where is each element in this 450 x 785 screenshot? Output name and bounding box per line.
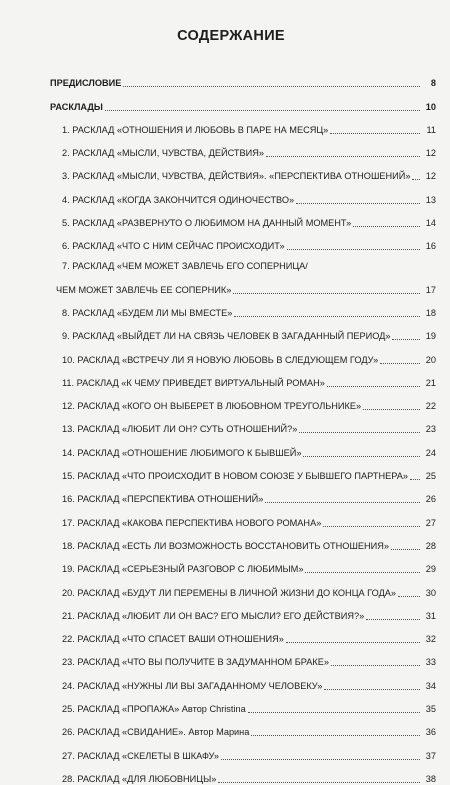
toc-entry-text: 16. РАСКЛАД «ПЕРСПЕКТИВА ОТНОШЕНИЙ» [62,494,264,505]
toc-entry-text: 18. РАСКЛАД «ЕСТЬ ЛИ ВОЗМОЖНОСТЬ ВОССТАНОВИТЬ ОТНОШЕНИЯ» [62,540,389,551]
toc-entry [56,459,436,482]
toc-entry-text: 15. РАСКЛАД «ЧТО ПРОИСХОДИТ В НОВОМ СОЮЗЕ У БЫВШЕГО ПАРТНЕРА» [62,471,408,482]
leader-dots [303,456,420,457]
leader-dots [287,249,420,250]
toc-entry-text: 6. РАСКЛАД «ЧТО С НИМ СЕЙЧАС ПРОИСХОДИТ» [62,241,285,252]
toc-entry [56,762,436,785]
leader-dots [218,782,420,783]
toc-entry-text: 3. РАСКЛАД «МЫСЛИ, ЧУВСТВА, ДЕЙСТВИЯ». «ПЕРСПЕКТИВА ОТНОШЕНИЙ» [62,171,411,182]
page-title: СОДЕРЖАНИЕ [177,28,285,44]
toc-page-number: 10 [425,101,436,112]
leader-dots [299,432,420,433]
toc-entry-text: 23. РАСКЛАД «ЧТО ВЫ ПОЛУЧИТЕ В ЗАДУМАННОМ БРАКЕ» [62,657,329,668]
toc-entry-text: 12. РАСКЛАД «КОГО ОН ВЫБЕРЕТ В ЛЮБОВНОМ ТРЕУГОЛЬНИКЕ» [62,401,362,412]
toc-page-number: 24 [425,447,436,458]
leader-dots [266,156,420,157]
toc-entry [56,182,436,205]
toc-page-number: 27 [425,517,436,528]
toc-page-number: 18 [425,307,436,318]
toc-page-number: 22 [425,401,436,412]
toc-entry [56,113,436,136]
toc-page-number: 23 [425,424,436,435]
leader-dots [410,479,420,480]
toc-entry-text: 20. РАСКЛАД «БУДУТ ЛИ ПЕРЕМЕНЫ В ЛИЧНОЙ ЖИЗНИ ДО КОНЦА ГОДА» [62,587,397,598]
leader-dots [234,316,420,317]
toc-page-number: 14 [425,218,436,229]
toc-entry [56,366,436,389]
toc-page-number: 38 [425,773,436,784]
toc-entry [56,389,436,412]
toc-entry-text: 19. РАСКЛАД «СЕРЬЕЗНЫЙ РАЗГОВОР С ЛЮБИМЫМ» [62,564,304,575]
toc-entry-text: 27. РАСКЛАД «СКЕЛЕТЫ В ШКАФУ» [62,750,220,761]
toc-entry [56,412,436,435]
toc-entry-text: РАСКЛАДЫ [50,101,103,112]
toc-entry-text: 9. РАСКЛАД «ВЫЙДЕТ ЛИ НА СВЯЗЬ ЧЕЛОВЕК В ЗАГАДАННЫЙ ПЕРИОД» [62,331,391,342]
leader-dots [221,759,420,760]
toc-page-number: 35 [425,704,436,715]
toc-page-number: 31 [425,610,436,621]
toc-entry-text: 28. РАСКЛАД «ДЛЯ ЛЮБОВНИЦЫ» [62,773,217,784]
toc-entry-text: 7. РАСКЛАД «ЧЕМ МОЖЕТ ЗАВЛЕЧЬ ЕГО СОПЕРНИЦА/ [62,261,308,272]
toc-page-number: 19 [425,331,436,342]
toc-entry-text: ЧЕМ МОЖЕТ ЗАВЛЕЧЬ ЕЕ СОПЕРНИК» [56,284,232,295]
toc-page-number: 20 [425,354,436,365]
toc-entry-preface [50,66,436,89]
leader-dots [380,363,420,364]
toc-page-number: 16 [425,241,436,252]
leader-dots [398,596,420,597]
toc-page-number: 28 [425,540,436,551]
toc-entry-text: 8. РАСКЛАД «БУДЕМ ЛИ МЫ ВМЕСТЕ» [62,307,233,318]
toc-page-number: 17 [425,284,436,295]
toc-page-number: 13 [425,194,436,205]
toc-entry [56,505,436,528]
leader-dots [123,86,420,87]
toc-entry [56,435,436,458]
toc-page-number: 37 [425,750,436,761]
leader-dots [323,526,420,527]
leader-dots [324,689,420,690]
toc-entry [56,136,436,159]
toc-entry-text: ПРЕДИСЛОВИЕ [50,78,122,89]
toc-entry-text: 11. РАСКЛАД «К ЧЕМУ ПРИВЕДЕТ ВИРТУАЛЬНЫЙ РОМАН» [62,377,325,388]
toc-entry-text: 2. РАСКЛАД «МЫСЛИ, ЧУВСТВА, ДЕЙСТВИЯ» [62,148,264,159]
leader-dots [353,226,420,227]
toc-page-number: 12 [425,171,436,182]
leader-dots [233,293,420,294]
leader-dots [305,572,420,573]
toc-entry [56,715,436,738]
toc-entry-text: 21. РАСКЛАД «ЛЮБИТ ЛИ ОН ВАС? ЕГО МЫСЛИ? ЕГО ДЕЙСТВИЯ?» [62,610,365,621]
leader-dots [331,665,420,666]
leader-dots [265,502,420,503]
toc-page-number: 32 [425,634,436,645]
toc-entry-text: 24. РАСКЛАД «НУЖНЫ ЛИ ВЫ ЗАГАДАННОМУ ЧЕЛОВЕКУ» [62,680,323,691]
toc-entry [56,575,436,598]
toc-entry [56,552,436,575]
toc-entry [56,159,436,182]
toc-entry-text: 10. РАСКЛАД «ВСТРЕЧУ ЛИ Я НОВУЮ ЛЮБОВЬ В СЛЕДУЮЩЕМ ГОДУ» [62,354,379,365]
toc-entry [56,622,436,645]
toc-entry [56,319,436,342]
leader-dots [327,386,420,387]
toc-entry [56,645,436,668]
toc-page-number: 29 [425,564,436,575]
toc-entry [56,206,436,229]
toc-entry [56,599,436,622]
toc-page-number: 34 [425,680,436,691]
toc-entry-text: 5. РАСКЛАД «РАЗВЕРНУТО О ЛЮБИМОМ НА ДАННЫЙ МОМЕНТ» [62,218,352,229]
toc-entry-text: 13. РАСКЛАД «ЛЮБИТ ЛИ ОН? СУТЬ ОТНОШЕНИЙ?» [62,424,298,435]
toc-entry [56,296,436,319]
leader-dots [412,179,420,180]
toc-entry [56,229,436,252]
leader-dots [366,619,420,620]
toc-entry-text: 4. РАСКЛАД «КОГДА ЗАКОНЧИТСЯ ОДИНОЧЕСТВО» [62,194,295,205]
toc-page-number: 12 [425,148,436,159]
toc-entry-line2 [56,272,436,295]
leader-dots [391,549,420,550]
toc-entry [56,482,436,505]
leader-dots [296,203,420,204]
leader-dots [286,642,420,643]
toc-entry-text: 25. РАСКЛАД «ПРОПАЖА» Автор Christina [62,704,246,715]
toc-entry-text: 1. РАСКЛАД «ОТНОШЕНИЯ И ЛЮБОВЬ В ПАРЕ НА МЕСЯЦ» [62,124,329,135]
toc-entry-text: 17. РАСКЛАД «КАКОВА ПЕРСПЕКТИВА НОВОГО РОМАНА» [62,517,322,528]
toc-entry-line1 [56,252,436,272]
leader-dots [363,409,420,410]
toc-page-number: 33 [425,657,436,668]
toc-entry [56,342,436,365]
toc-entry-text: 22. РАСКЛАД «ЧТО СПАСЕТ ВАШИ ОТНОШЕНИЯ» [62,634,284,645]
toc-entry [56,738,436,761]
toc-entry-text: 26. РАСКЛАД «СВИДАНИЕ». Автор Марина [62,727,250,738]
toc-page-number: 30 [425,587,436,598]
leader-dots [105,110,420,111]
leader-dots [248,712,420,713]
toc-page-number: 8 [430,78,436,89]
toc-page-number: 11 [426,124,436,135]
toc-page-number: 21 [425,377,436,388]
toc-page-number: 26 [425,494,436,505]
toc-page-number: 25 [425,471,436,482]
leader-dots [330,133,420,134]
leader-dots [392,339,420,340]
toc-entry-text: 14. РАСКЛАД «ОТНОШЕНИЕ ЛЮБИМОГО К БЫВШЕЙ» [62,447,302,458]
leader-dots [251,735,420,736]
toc-entry [56,529,436,552]
toc-entry [56,692,436,715]
toc-entry [56,668,436,691]
toc-entry-spreads [50,89,436,112]
toc-list [50,66,436,785]
toc-page-number: 36 [425,727,436,738]
